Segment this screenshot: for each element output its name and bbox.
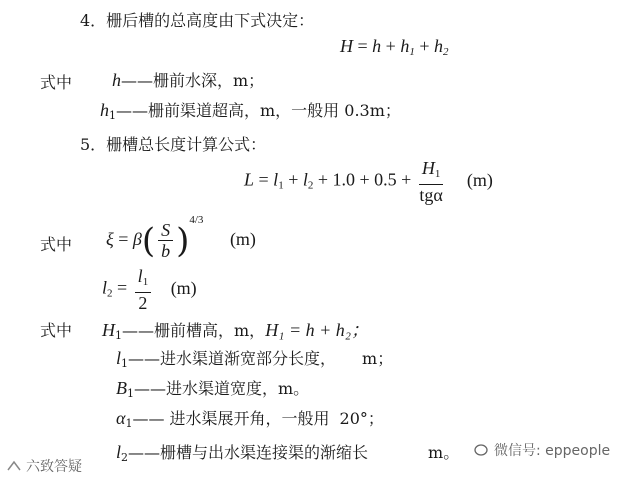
formula-total-length: $L = l_1 + l_2 + 1.0 + 0.5$ + $\frac{H_1}{\text{tgα}}$ (m) <box>244 158 493 205</box>
watermark-logo-icon <box>6 459 22 473</box>
formula-xi: ξ = β( $\frac{S}{b}$ )$^{4/3}$ (m) <box>106 214 256 262</box>
definition-alpha1: $\alpha_1——$ 进水渠展开角，一般用 20°； <box>116 408 384 430</box>
definition-l2: $l_2——$栅槽与出水渠连接渠的渐缩长 m。 <box>116 442 460 464</box>
formula-l2: $l_2$ = $\frac{l_1}{2}$ (m) <box>102 266 197 313</box>
definition-B1: $B_1——$进水渠道宽度，m。 <box>116 378 310 400</box>
watermark-left: 六致答疑 <box>6 456 82 476</box>
formula-total-height: $H = h + h_1 + h_2$ <box>340 36 449 58</box>
definition-h1: $h_1——$栅前渠道超高，m，一般用 0.3m； <box>100 100 401 122</box>
definition-h: h——栅前水深，m； <box>112 70 265 90</box>
where-label-1: 式中 <box>40 73 73 92</box>
definition-l1: $l_1——$进水渠道渐宽部分长度， m； <box>116 348 394 370</box>
where-label-2: 式中 <box>40 235 73 254</box>
where-label-3: 式中 <box>40 321 73 340</box>
section-4-heading: 4．栅后槽的总高度由下式决定： <box>80 11 315 30</box>
wechat-icon <box>474 443 490 457</box>
definition-H1: $H_1——$栅前槽高，m，H₁ = h + h₂； <box>102 320 369 342</box>
watermark-right: 微信号: eppeople <box>470 440 614 460</box>
section-5-heading: 5．栅槽总长度计算公式： <box>80 135 267 154</box>
